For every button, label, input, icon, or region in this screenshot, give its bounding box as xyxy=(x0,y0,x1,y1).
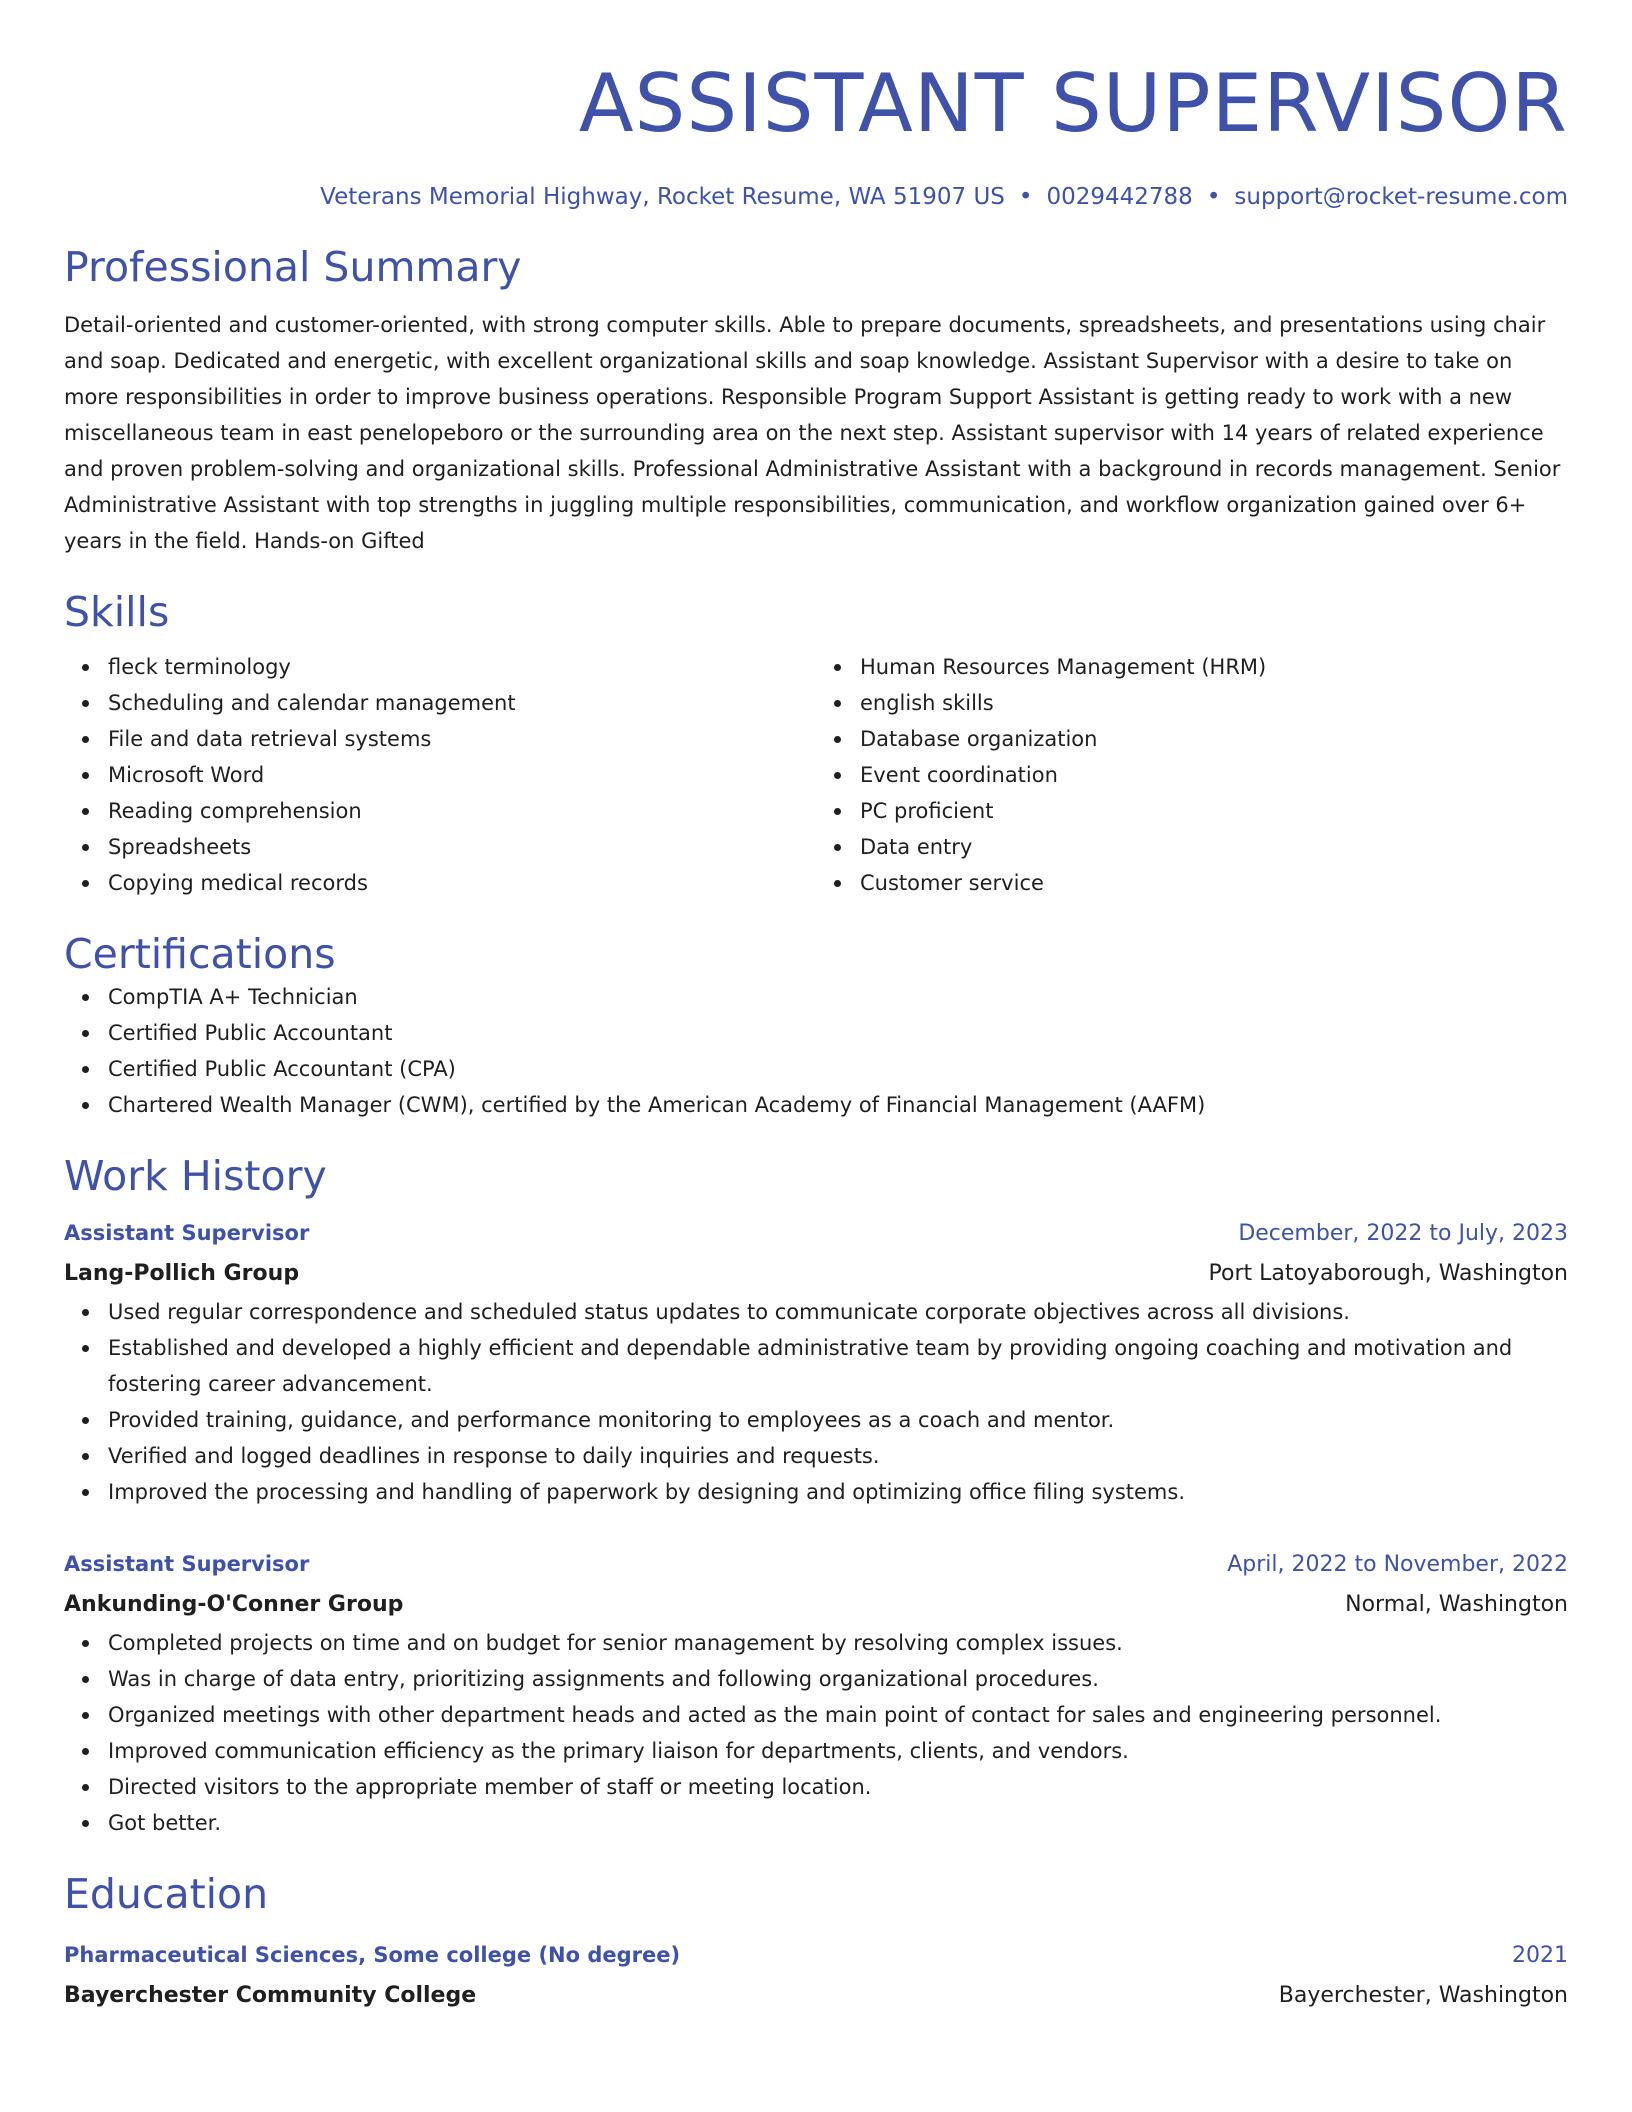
job-entry xyxy=(64,1544,1568,1841)
work-history-section xyxy=(64,1151,1568,1841)
skill-item: Data entry xyxy=(860,829,1568,865)
job-header-row xyxy=(64,1544,1568,1585)
skill-item: Scheduling and calendar management xyxy=(108,685,816,721)
summary-heading: Professional Summary xyxy=(64,243,522,291)
job-duty: Provided training, guidance, and performance monitoring to employees as a coach and mentor. xyxy=(108,1402,1568,1438)
certifications-heading: Certifications xyxy=(64,930,336,978)
job-entry xyxy=(64,1213,1568,1510)
job-duty: Completed projects on time and on budget for senior management by resolving complex issues. xyxy=(108,1625,1568,1661)
skill-item: Reading comprehension xyxy=(108,793,816,829)
job-duty: Improved communication efficiency as the primary liaison for departments, clients, and vendors. xyxy=(108,1733,1568,1769)
skill-item: Database organization xyxy=(860,721,1568,757)
certification-item: Certified Public Accountant (CPA) xyxy=(108,1051,1568,1087)
job-duty: Verified and logged deadlines in response to daily inquiries and requests. xyxy=(108,1438,1568,1474)
job-company-row xyxy=(64,1585,1568,1625)
job-duty: Improved the processing and handling of paperwork by designing and optimizing office filing systems. xyxy=(108,1474,1568,1510)
job-duty: Used regular correspondence and scheduled status updates to communicate corporate objectives across all divisions. xyxy=(108,1294,1568,1330)
job-dates: April, 2022 to November, 2022 xyxy=(1227,1552,1568,1577)
education-degree: Pharmaceutical Sciences, Some college (No degree) xyxy=(64,1943,681,1967)
contact-separator: • xyxy=(1206,184,1221,210)
summary-text: Detail-oriented and customer-oriented, with strong computer skills. Able to prepare documents, spreadsheets, and presentations using chair and soap. Dedicated and energetic, with excellent organizational skills and soap knowledge. Assistant Supervisor with a desire to take on more responsibilities in order to improve business operations. Responsible Program Support Assistant is getting ready to work with a new miscellaneous team in east penelopeboro or the surrounding area on the next step. Assistant supervisor with 14 years of related experience and proven problem-solving and organizational skills. Professional Administrative Assistant with a background in records management. Senior Administrative Assistant with top strengths in juggling multiple responsibilities, communication, and workflow organization gained over 6+ years in the field. Hands-on Gifted xyxy=(64,313,1561,553)
skills-columns xyxy=(64,649,1568,901)
job-company: Lang-Pollich Group xyxy=(64,1261,300,1286)
certification-item: Chartered Wealth Manager (CWM), certified by the American Academy of Financial Management (AAFM) xyxy=(108,1087,1568,1123)
skill-item: Copying medical records xyxy=(108,865,816,901)
job-duty: Directed visitors to the appropriate member of staff or meeting location. xyxy=(108,1769,1568,1805)
skill-item: Spreadsheets xyxy=(108,829,816,865)
skills-list-left xyxy=(64,649,816,901)
contact-phone: 0029442788 xyxy=(1046,184,1193,210)
contact-separator: • xyxy=(1018,184,1033,210)
skill-item: PC proficient xyxy=(860,793,1568,829)
education-school-row xyxy=(64,1976,1568,2016)
job-location: Port Latoyaborough, Washington xyxy=(1208,1261,1568,1286)
job-duties-list xyxy=(64,1294,1568,1510)
skill-item: Human Resources Management (HRM) xyxy=(860,649,1568,685)
job-company: Ankunding-O'Conner Group xyxy=(64,1592,404,1617)
education-location: Bayerchester, Washington xyxy=(1278,1983,1568,2008)
job-duty: Was in charge of data entry, prioritizing assignments and following organizational procedures. xyxy=(108,1661,1568,1697)
job-company-row xyxy=(64,1254,1568,1294)
skill-item: Customer service xyxy=(860,865,1568,901)
job-dates: December, 2022 to July, 2023 xyxy=(1238,1221,1568,1246)
job-title: Assistant Supervisor xyxy=(64,1552,310,1576)
education-entry xyxy=(64,1935,1568,2016)
contact-email: support@rocket-resume.com xyxy=(1234,184,1568,210)
job-title: Assistant Supervisor xyxy=(64,1221,310,1245)
certification-item: CompTIA A+ Technician xyxy=(108,979,1568,1015)
contact-address: Veterans Memorial Highway, Rocket Resume, WA 51907 US xyxy=(320,184,1005,210)
job-duty: Organized meetings with other department heads and acted as the main point of contact for sales and engineering personnel. xyxy=(108,1697,1568,1733)
job-location: Normal, Washington xyxy=(1345,1592,1568,1617)
skills-heading: Skills xyxy=(64,588,170,636)
education-school: Bayerchester Community College xyxy=(64,1983,477,2008)
job-duty: Got better. xyxy=(108,1805,1568,1841)
candidate-title: ASSISTANT SUPERVISOR xyxy=(578,57,1568,150)
job-duties-list xyxy=(64,1625,1568,1841)
certifications-list xyxy=(64,979,1568,1123)
certifications-section xyxy=(64,929,1568,1123)
skill-item: fleck terminology xyxy=(108,649,816,685)
skills-list-right xyxy=(816,649,1568,901)
job-duty: Established and developed a highly efficient and dependable administrative team by providing ongoing coaching and motivation and fostering career advancement. xyxy=(108,1330,1568,1402)
skill-item: File and data retrieval systems xyxy=(108,721,816,757)
work-history-heading: Work History xyxy=(64,1152,327,1200)
contact-line xyxy=(64,182,1568,212)
certification-item: Certified Public Accountant xyxy=(108,1015,1568,1051)
education-section xyxy=(64,1869,1568,2016)
summary-section xyxy=(64,242,1568,559)
skills-section xyxy=(64,587,1568,901)
education-year: 2021 xyxy=(1512,1943,1568,1968)
education-heading: Education xyxy=(64,1870,269,1918)
education-header-row xyxy=(64,1935,1568,1976)
skill-item: english skills xyxy=(860,685,1568,721)
job-header-row xyxy=(64,1213,1568,1254)
skill-item: Microsoft Word xyxy=(108,757,816,793)
resume-header xyxy=(64,56,1568,212)
skill-item: Event coordination xyxy=(860,757,1568,793)
